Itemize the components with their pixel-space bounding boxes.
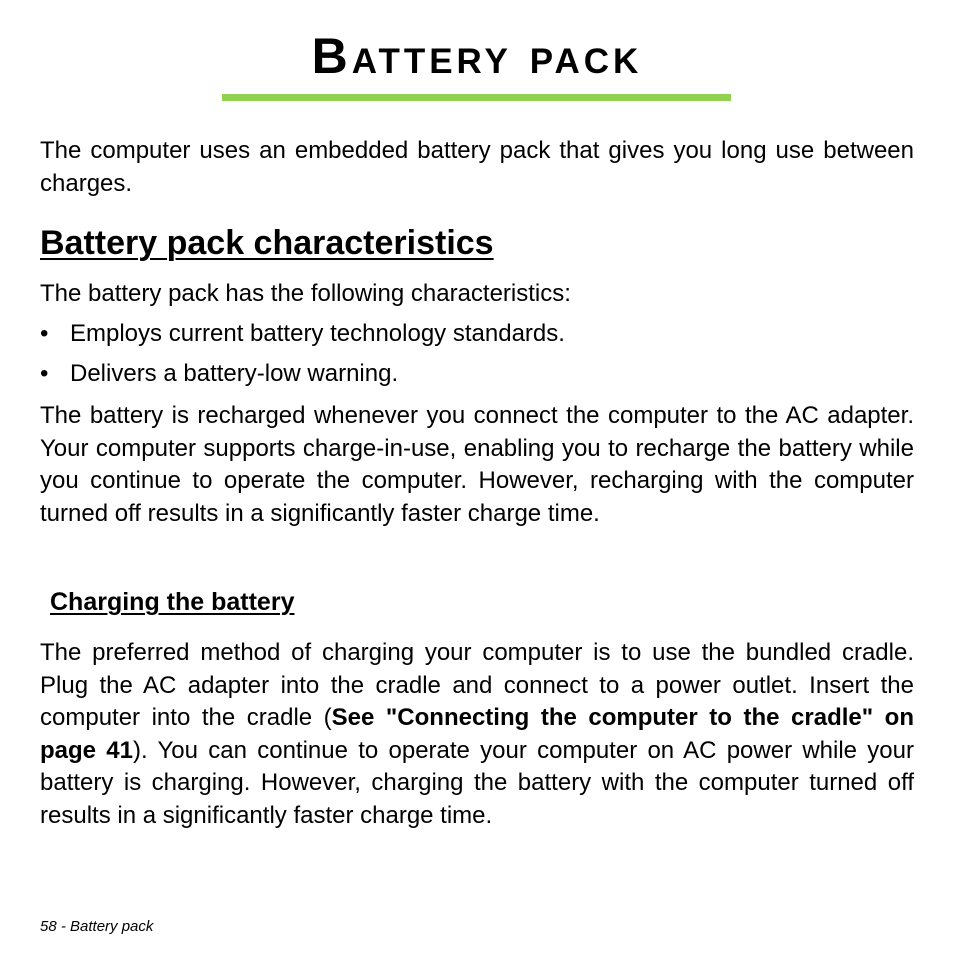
charging-paragraph bbox=[40, 637, 914, 832]
characteristics-bullet-list bbox=[40, 318, 914, 398]
subheading-charging-the-battery: Charging the battery bbox=[50, 588, 295, 616]
charging-text-after: ). You can continue to operate your computer on AC power while your battery is charging. However, charging the battery with the computer turned off results in a significantly faster charge time. bbox=[40, 736, 914, 829]
page-title: Battery pack bbox=[311, 28, 643, 84]
list-item-text: Employs current battery technology standards. bbox=[70, 320, 565, 347]
title-underline-rule bbox=[222, 94, 731, 101]
list-item-text: Delivers a battery-low warning. bbox=[70, 360, 399, 387]
list-item bbox=[40, 358, 914, 390]
list-item bbox=[40, 318, 914, 350]
page-footer: 58 - Battery pack bbox=[40, 918, 154, 935]
characteristics-lead-paragraph: The battery pack has the following characteristics: bbox=[40, 280, 571, 307]
bullet-icon: • bbox=[40, 320, 49, 347]
recharge-paragraph: The battery is recharged whenever you connect the computer to the AC adapter. Your computer supports charge-in-use, enabling you to recharge the battery while you continue to operate the computer. However, recharging with the computer turned off results in a significantly faster charge time. bbox=[40, 402, 914, 527]
cross-reference-link[interactable]: See "Connecting the computer to the cradle" on page 41 bbox=[40, 704, 915, 764]
section-heading-characteristics: Battery pack characteristics bbox=[40, 224, 494, 262]
bullet-icon: • bbox=[40, 360, 49, 387]
intro-paragraph: The computer uses an embedded battery pack that gives you long use between charges. bbox=[40, 137, 914, 197]
charging-text-before: The preferred method of charging your computer is to use the bundled cradle. Plug the AC adapter into the cradle and connect to a power outlet. Insert the computer into the cradle ( bbox=[40, 639, 914, 731]
